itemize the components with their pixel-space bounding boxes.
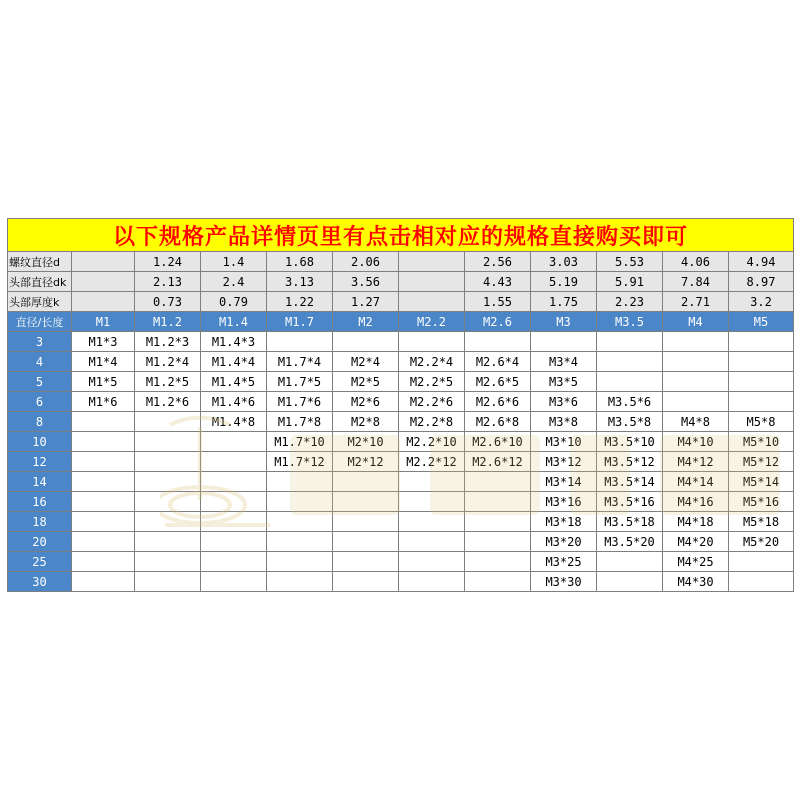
spec-cell [465, 532, 531, 552]
spec-cell: M2*5 [333, 372, 399, 392]
spec-cell [267, 532, 333, 552]
spec-value [399, 292, 465, 312]
spec-cell [729, 572, 794, 592]
spec-cell [72, 552, 135, 572]
spec-cell: M5*16 [729, 492, 794, 512]
spec-value: 1.27 [333, 292, 399, 312]
size-column-header: M1 [72, 312, 135, 332]
spec-value: 4.43 [465, 272, 531, 292]
length-label: 20 [8, 532, 72, 552]
table-row [8, 492, 794, 512]
spec-cell [201, 572, 267, 592]
spec-cell: M1.2*6 [135, 392, 201, 412]
spec-value: 2.56 [465, 252, 531, 272]
table-row [8, 512, 794, 532]
spec-cell: M3.5*12 [597, 452, 663, 472]
spec-cell [135, 412, 201, 432]
spec-cell [333, 572, 399, 592]
spec-value [72, 252, 135, 272]
spec-cell: M4*10 [663, 432, 729, 452]
spec-cell [399, 512, 465, 532]
spec-cell [72, 432, 135, 452]
spec-cell: M4*30 [663, 572, 729, 592]
spec-cell [201, 472, 267, 492]
spec-cell [465, 492, 531, 512]
spec-value: 3.56 [333, 272, 399, 292]
spec-cell: M3*18 [531, 512, 597, 532]
spec-cell [72, 532, 135, 552]
table-row [8, 432, 794, 452]
spec-cell: M3*4 [531, 352, 597, 372]
spec-sheet [7, 218, 793, 592]
spec-value: 3.03 [531, 252, 597, 272]
spec-cell [729, 372, 794, 392]
spec-cell: M1.2*3 [135, 332, 201, 352]
length-label: 4 [8, 352, 72, 372]
table-row [8, 452, 794, 472]
spec-cell [333, 552, 399, 572]
spec-cell: M1*4 [72, 352, 135, 372]
spec-cell: M5*12 [729, 452, 794, 472]
spec-cell [399, 472, 465, 492]
size-column-header: M1.2 [135, 312, 201, 332]
spec-cell [72, 472, 135, 492]
spec-cell: M2.6*8 [465, 412, 531, 432]
size-column-header: M3 [531, 312, 597, 332]
spec-cell: M1.7*6 [267, 392, 333, 412]
spec-cell: M3.5*18 [597, 512, 663, 532]
spec-cell [135, 552, 201, 572]
spec-cell: M2.2*5 [399, 372, 465, 392]
spec-cell: M2*6 [333, 392, 399, 412]
table-row [8, 532, 794, 552]
spec-cell [729, 332, 794, 352]
spec-value: 4.06 [663, 252, 729, 272]
spec-cell: M3.5*16 [597, 492, 663, 512]
spec-cell: M1.4*6 [201, 392, 267, 412]
length-label: 3 [8, 332, 72, 352]
size-column-header: M1.4 [201, 312, 267, 332]
spec-cell [399, 532, 465, 552]
spec-cell [465, 472, 531, 492]
spec-cell: M5*8 [729, 412, 794, 432]
length-label: 16 [8, 492, 72, 512]
spec-cell: M3*30 [531, 572, 597, 592]
spec-cell [333, 472, 399, 492]
spec-cell: M1.4*5 [201, 372, 267, 392]
table-row [8, 372, 794, 392]
spec-cell [465, 332, 531, 352]
spec-cell [663, 352, 729, 372]
spec-cell [333, 332, 399, 352]
spec-value: 2.71 [663, 292, 729, 312]
spec-cell: M1.2*5 [135, 372, 201, 392]
spec-value: 1.68 [267, 252, 333, 272]
spec-cell [72, 452, 135, 472]
size-column-header: M2.6 [465, 312, 531, 332]
spec-value: 5.19 [531, 272, 597, 292]
spec-cell: M2.6*4 [465, 352, 531, 372]
spec-cell: M1.7*5 [267, 372, 333, 392]
screw-spec-table [7, 218, 794, 592]
spec-cell: M1*3 [72, 332, 135, 352]
size-column-header: M2.2 [399, 312, 465, 332]
length-label: 10 [8, 432, 72, 452]
spec-cell [465, 512, 531, 532]
spec-cell: M3*25 [531, 552, 597, 572]
spec-cell [333, 492, 399, 512]
spec-row [8, 272, 794, 292]
spec-cell: M3*6 [531, 392, 597, 412]
spec-cell: M1*5 [72, 372, 135, 392]
size-header-row [8, 312, 794, 332]
table-row [8, 412, 794, 432]
header-corner-label: 直径/长度 [8, 312, 72, 332]
spec-cell: M1.7*8 [267, 412, 333, 432]
spec-row [8, 252, 794, 272]
spec-value: 1.55 [465, 292, 531, 312]
spec-cell: M1.7*4 [267, 352, 333, 372]
spec-cell: M2.2*6 [399, 392, 465, 412]
table-row [8, 352, 794, 372]
spec-value: 0.73 [135, 292, 201, 312]
spec-label: 螺纹直径d [8, 252, 72, 272]
spec-cell: M5*14 [729, 472, 794, 492]
spec-cell: M1*6 [72, 392, 135, 412]
spec-cell [72, 512, 135, 532]
spec-value [399, 252, 465, 272]
spec-cell [135, 512, 201, 532]
spec-cell: M2*12 [333, 452, 399, 472]
spec-cell [135, 492, 201, 512]
spec-value: 2.4 [201, 272, 267, 292]
size-column-header: M1.7 [267, 312, 333, 332]
spec-cell: M2*8 [333, 412, 399, 432]
spec-cell: M3*12 [531, 452, 597, 472]
spec-cell: M3.5*10 [597, 432, 663, 452]
spec-cell: M3*16 [531, 492, 597, 512]
spec-cell [72, 492, 135, 512]
spec-cell: M3*5 [531, 372, 597, 392]
spec-cell: M4*18 [663, 512, 729, 532]
spec-cell: M2.6*10 [465, 432, 531, 452]
spec-cell: M4*14 [663, 472, 729, 492]
spec-cell: M1.7*10 [267, 432, 333, 452]
spec-cell [267, 492, 333, 512]
spec-cell [399, 552, 465, 572]
spec-cell [663, 332, 729, 352]
spec-cell [663, 372, 729, 392]
spec-value: 1.4 [201, 252, 267, 272]
spec-cell [201, 532, 267, 552]
spec-label: 头部厚度k [8, 292, 72, 312]
spec-cell [135, 472, 201, 492]
spec-cell: M3*8 [531, 412, 597, 432]
table-row [8, 552, 794, 572]
spec-cell: M2.2*12 [399, 452, 465, 472]
spec-cell [597, 352, 663, 372]
spec-cell: M3.5*20 [597, 532, 663, 552]
spec-value: 5.91 [597, 272, 663, 292]
spec-cell: M3*10 [531, 432, 597, 452]
spec-cell [531, 332, 597, 352]
length-label: 14 [8, 472, 72, 492]
spec-value: 4.94 [729, 252, 794, 272]
size-column-header: M2 [333, 312, 399, 332]
spec-cell: M1.2*4 [135, 352, 201, 372]
spec-cell [399, 572, 465, 592]
spec-cell: M1.4*4 [201, 352, 267, 372]
length-label: 25 [8, 552, 72, 572]
spec-cell: M2*4 [333, 352, 399, 372]
table-row [8, 472, 794, 492]
spec-cell: M2.6*6 [465, 392, 531, 412]
spec-cell: M3.5*14 [597, 472, 663, 492]
spec-cell: M3*20 [531, 532, 597, 552]
spec-cell [729, 352, 794, 372]
spec-cell [267, 552, 333, 572]
spec-cell: M4*20 [663, 532, 729, 552]
spec-cell [465, 552, 531, 572]
spec-cell [333, 532, 399, 552]
spec-cell: M4*25 [663, 552, 729, 572]
spec-value: 2.13 [135, 272, 201, 292]
spec-cell [201, 432, 267, 452]
spec-value: 7.84 [663, 272, 729, 292]
length-label: 6 [8, 392, 72, 412]
spec-value [72, 272, 135, 292]
spec-cell: M3.5*6 [597, 392, 663, 412]
size-column-header: M5 [729, 312, 794, 332]
spec-value: 5.53 [597, 252, 663, 272]
spec-cell [201, 492, 267, 512]
spec-cell [399, 332, 465, 352]
spec-value: 3.13 [267, 272, 333, 292]
spec-value: 1.75 [531, 292, 597, 312]
spec-row [8, 292, 794, 312]
spec-cell [333, 512, 399, 532]
spec-cell [135, 432, 201, 452]
spec-cell: M4*16 [663, 492, 729, 512]
spec-value: 1.24 [135, 252, 201, 272]
page-title: 以下规格产品详情页里有点击相对应的规格直接购买即可 [8, 219, 794, 252]
spec-cell [597, 572, 663, 592]
spec-cell: M3*14 [531, 472, 597, 492]
spec-value: 2.06 [333, 252, 399, 272]
spec-cell [135, 532, 201, 552]
spec-cell [72, 572, 135, 592]
size-column-header: M4 [663, 312, 729, 332]
spec-cell [72, 412, 135, 432]
spec-cell: M4*8 [663, 412, 729, 432]
spec-cell [597, 552, 663, 572]
spec-cell [663, 392, 729, 412]
spec-cell [135, 452, 201, 472]
spec-cell: M2.2*8 [399, 412, 465, 432]
length-label: 8 [8, 412, 72, 432]
spec-cell [267, 472, 333, 492]
spec-cell: M4*12 [663, 452, 729, 472]
spec-cell [729, 392, 794, 412]
spec-value: 0.79 [201, 292, 267, 312]
length-label: 18 [8, 512, 72, 532]
length-label: 5 [8, 372, 72, 392]
spec-label: 头部直径dk [8, 272, 72, 292]
spec-cell [597, 372, 663, 392]
spec-cell: M5*18 [729, 512, 794, 532]
spec-cell [399, 492, 465, 512]
spec-cell [201, 552, 267, 572]
spec-cell [267, 572, 333, 592]
table-row [8, 392, 794, 412]
spec-cell [267, 512, 333, 532]
spec-cell [465, 572, 531, 592]
spec-cell: M1.4*3 [201, 332, 267, 352]
spec-cell: M2.2*4 [399, 352, 465, 372]
size-column-header: M3.5 [597, 312, 663, 332]
length-label: 12 [8, 452, 72, 472]
spec-cell [135, 572, 201, 592]
spec-cell: M2.2*10 [399, 432, 465, 452]
spec-cell: M2.6*12 [465, 452, 531, 472]
spec-cell [267, 332, 333, 352]
spec-cell: M1.4*8 [201, 412, 267, 432]
spec-cell: M2.6*5 [465, 372, 531, 392]
spec-cell [201, 512, 267, 532]
spec-cell: M5*20 [729, 532, 794, 552]
spec-value: 8.97 [729, 272, 794, 292]
spec-value [399, 272, 465, 292]
spec-cell: M1.7*12 [267, 452, 333, 472]
table-row [8, 332, 794, 352]
spec-cell: M5*10 [729, 432, 794, 452]
spec-value: 2.23 [597, 292, 663, 312]
spec-value [72, 292, 135, 312]
spec-cell [729, 552, 794, 572]
table-row [8, 572, 794, 592]
spec-value: 1.22 [267, 292, 333, 312]
spec-value: 3.2 [729, 292, 794, 312]
spec-cell [597, 332, 663, 352]
spec-cell: M3.5*8 [597, 412, 663, 432]
spec-cell: M2*10 [333, 432, 399, 452]
spec-cell [201, 452, 267, 472]
length-label: 30 [8, 572, 72, 592]
